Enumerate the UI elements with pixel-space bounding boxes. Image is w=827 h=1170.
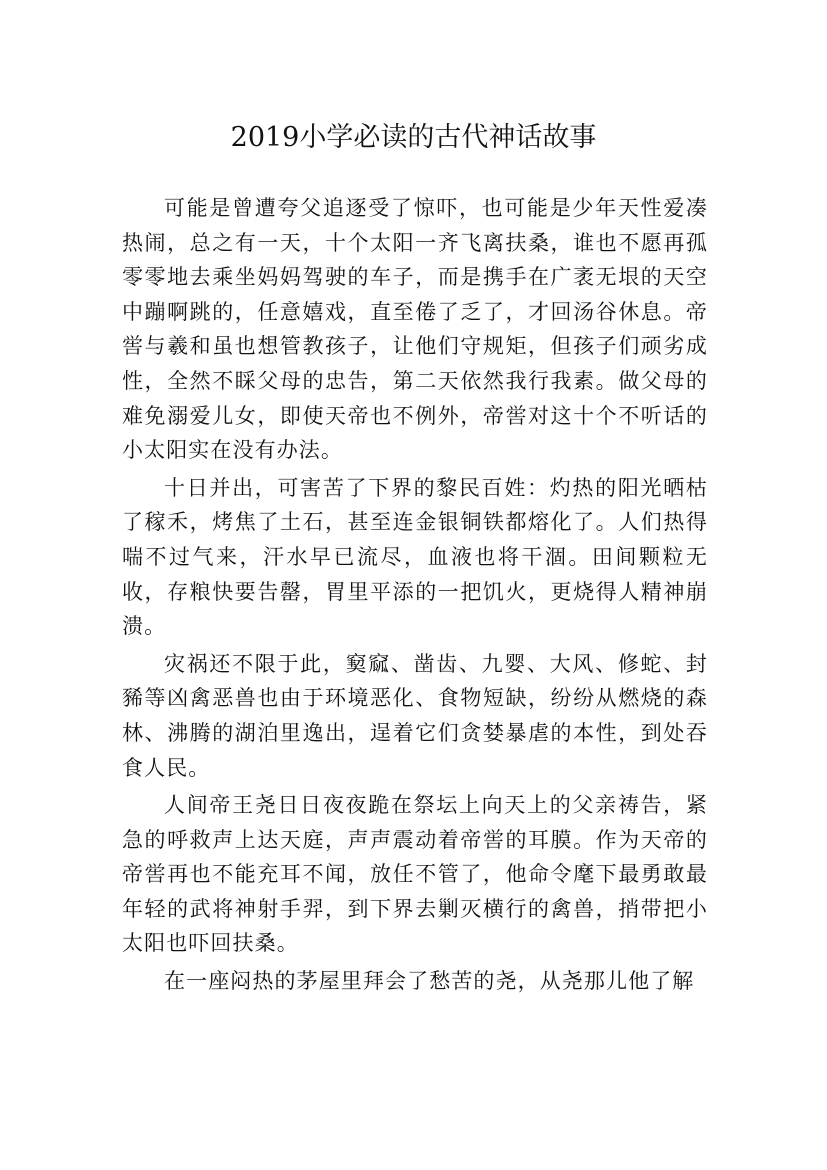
document-body — [122, 191, 708, 999]
paragraph-5: 在一座闷热的茅屋里拜会了愁苦的尧，从尧那儿他了解 — [164, 969, 695, 994]
paragraph-2: 十日并出，可害苦了下界的黎民百姓：灼热的阳光晒枯了稼禾，烤焦了土石，甚至连金银铜铁都熔化了。人们热得喘不过气来，汗水早已流尽，血液也将干涸。田间颗粒无收，存粮快要告罄，胃里平添的一把饥火，更烧得人精神崩溃。 — [122, 475, 708, 639]
paragraph-1: 可能是曾遭夸父追逐受了惊吓，也可能是少年天性爱凑热闹，总之有一天，十个太阳一齐飞离扶桑，谁也不愿再孤零零地去乘坐妈妈驾驶的车子，而是携手在广袤无垠的天空中蹦啊跳的，任意嬉戏，直至倦了乏了，才回汤谷休息。帝喾与羲和虽也想管教孩子，让他们守规矩，但孩子们顽劣成性，全然不睬父母的忠告，第二天依然我行我素。做父母的难免溺爱儿女，即使天帝也不例外，帝喾对这十个不听话的小太阳实在没有办法。 — [122, 196, 708, 463]
paragraph-3: 灾祸还不限于此，窫窳、凿齿、九婴、大风、修蛇、封豨等凶禽恶兽也由于环境恶化、食物短缺，纷纷从燃烧的森林、沸腾的湖泊里逸出，逞着它们贪婪暴虐的本性，到处吞食人民。 — [122, 651, 708, 780]
document-title: 2019小学必读的古代神话故事 — [230, 122, 597, 154]
paragraph-4: 人间帝王尧日日夜夜跪在祭坛上向天上的父亲祷告，紧急的呼救声上达天庭，声声震动着帝喾的耳膜。作为天帝的帝喾再也不能充耳不闻，放任不管了，他命令麾下最勇敢最年轻的武将神射手羿，到下界去剿灭横行的禽兽，捎带把小太阳也吓回扶桑。 — [122, 793, 708, 956]
